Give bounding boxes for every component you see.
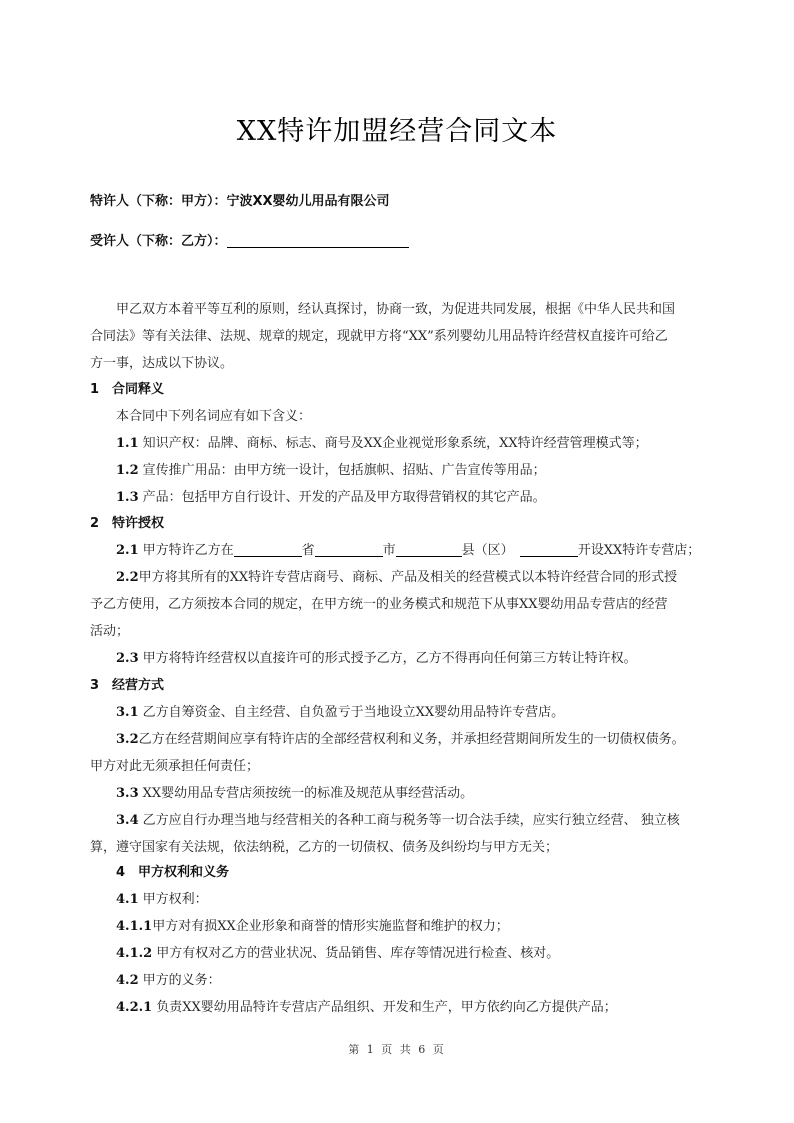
section-1-intro: 本合同中下列名词应有如下含义： <box>116 409 312 424</box>
clause-4-2 <box>90 971 736 991</box>
clause-1-3 <box>90 488 736 508</box>
city-blank-field[interactable] <box>315 542 383 557</box>
preamble-line-3: 方一事，达成以下协议。 <box>90 356 234 371</box>
clause-4-2-1 <box>90 998 736 1018</box>
clause-text: 甲方有权对乙方的营业状况、货品销售、库存等情况进行检查、核对。 <box>156 946 560 961</box>
clause-3-4-line-2: 算，遵守国家有关法规，依法纳税，乙方的一切债权、债务及纠纷均与甲方无关； <box>90 840 559 855</box>
clause-text: 乙方应自行办理当地与经营相关的各种工商与税务等一切合法手续，应实行独立经营、 独立核 <box>142 813 680 828</box>
clause-text: 甲方将其所有的XX特许专营店商号、商标、产品及相关的经营模式以本特许经营合同的形式授 <box>138 570 678 585</box>
clause-number: 2.1 <box>116 543 139 558</box>
section-2-title: 特许授权 <box>112 516 165 531</box>
clause-text: 甲方权利： <box>142 892 208 907</box>
clause-text: 乙方自筹资金、自主经营、自负盈亏于当地设立XX婴幼用品特许专营店。 <box>142 705 565 720</box>
county-blank-field[interactable] <box>396 542 462 557</box>
section-2-number: 2 <box>90 516 100 531</box>
clause-number: 1.1 <box>116 436 139 451</box>
clause-text: 甲方特许乙方在 <box>142 543 234 558</box>
clause-number: 3.4 <box>116 813 139 828</box>
clause-number: 4.2.1 <box>116 1000 153 1015</box>
clause-text: 开设XX特许专营店； <box>577 543 701 558</box>
clause-number: 4.1.2 <box>116 946 153 961</box>
clause-number: 3.1 <box>116 705 139 720</box>
preamble-line-2: 合同法》等有关法律、法规、规章的规定，现就甲方将“XX”系列婴幼儿用品特许经营权直接许可给乙 <box>90 329 668 344</box>
clause-text: 产品：包括甲方自行设计、开发的产品及甲方取得营销权的其它产品。 <box>142 490 546 505</box>
section-1-heading <box>90 380 710 400</box>
clause-number: 4.1 <box>116 892 139 907</box>
clause-4-1-2 <box>90 944 736 964</box>
clause-2-2-line-1 <box>90 568 736 588</box>
page-footer: 第 1 页 共 6 页 <box>348 1043 446 1056</box>
party-a-value: 宁波XX婴幼儿用品有限公司 <box>226 194 390 209</box>
clause-number: 1.3 <box>116 490 139 505</box>
clause-number: 1.2 <box>116 463 139 478</box>
clause-2-3 <box>90 649 736 669</box>
clause-number: 3.2 <box>116 732 139 747</box>
clause-number: 4.2 <box>116 973 139 988</box>
clause-text: 甲方对有损XX企业形象和商誉的情形实施监督和维护的权力； <box>152 919 509 934</box>
preamble-line-1: 甲乙双方本着平等互利的原则，经认真探讨，协商一致，为促进共同发展，根据《中华人民共和国 <box>116 302 676 317</box>
clause-3-4-line-1 <box>90 811 736 831</box>
clause-number: 3.3 <box>116 786 139 801</box>
section-4-number: 4 <box>116 865 126 880</box>
location-blank-field[interactable] <box>520 542 578 557</box>
clause-text: 甲方将特许经营权以直接许可的形式授予乙方，乙方不得再向任何第三方转让特许权。 <box>142 651 637 666</box>
county-label: 县（区） <box>461 543 514 558</box>
section-4-title: 甲方权利和义务 <box>138 865 230 880</box>
clause-3-3 <box>90 784 736 804</box>
clause-4-1-1 <box>90 917 736 937</box>
clause-text: 知识产权：品牌、商标、标志、商号及XX企业视觉形象系统，XX特许经营管理模式等； <box>142 436 648 451</box>
clause-1-2 <box>90 461 736 481</box>
section-3-title: 经营方式 <box>112 678 165 693</box>
section-4-heading <box>90 863 736 883</box>
clause-text: 甲方的义务： <box>142 973 221 988</box>
document-title: XX特许加盟经营合同文本 <box>236 116 558 147</box>
clause-3-2-line-1 <box>90 730 736 750</box>
party-b-line <box>90 232 409 252</box>
province-blank-field[interactable] <box>234 542 302 557</box>
section-1-number: 1 <box>90 382 100 397</box>
clause-2-2-line-2: 予乙方使用，乙方须按本合同的规定，在甲方统一的业务模式和规范下从事XX婴幼用品专营店的经营 <box>90 597 668 612</box>
clause-2-2-line-3: 活动； <box>90 624 130 639</box>
section-3-number: 3 <box>90 678 100 693</box>
clause-4-1 <box>90 890 736 910</box>
province-label: 省 <box>301 543 315 558</box>
party-b-label: 受许人（下称：乙方）： <box>90 234 227 249</box>
clause-text: 宣传推广用品：由甲方统一设计，包括旗帜、招贴、广告宣传等用品； <box>142 463 546 478</box>
party-a-line <box>90 192 390 212</box>
clause-text: 负责XX婴幼用品特许专营店产品组织、开发和生产，甲方依约向乙方提供产品； <box>156 1000 617 1015</box>
clause-number: 4.1.1 <box>116 919 153 934</box>
party-b-blank-field[interactable] <box>227 233 409 248</box>
clause-2-1 <box>90 541 736 561</box>
city-label: 市 <box>382 543 396 558</box>
clause-3-2-line-2: 甲方对此无须承担任何责任； <box>90 759 260 774</box>
clause-3-1 <box>90 703 736 723</box>
section-1-title: 合同释义 <box>112 382 165 397</box>
party-a-label: 特许人（下称：甲方）： <box>90 194 227 209</box>
section-3-heading <box>90 676 710 696</box>
clause-text: XX婴幼用品专营店须按统一的标准及规范从事经营活动。 <box>142 786 474 801</box>
clause-number: 2.3 <box>116 651 139 666</box>
clause-text: 乙方在经营期间应享有特许店的全部经营权利和义务，并承担经营期间所发生的一切债权债务。 <box>138 732 685 747</box>
clause-number: 2.2 <box>116 570 139 585</box>
clause-1-1 <box>90 434 736 454</box>
section-2-heading <box>90 514 710 534</box>
